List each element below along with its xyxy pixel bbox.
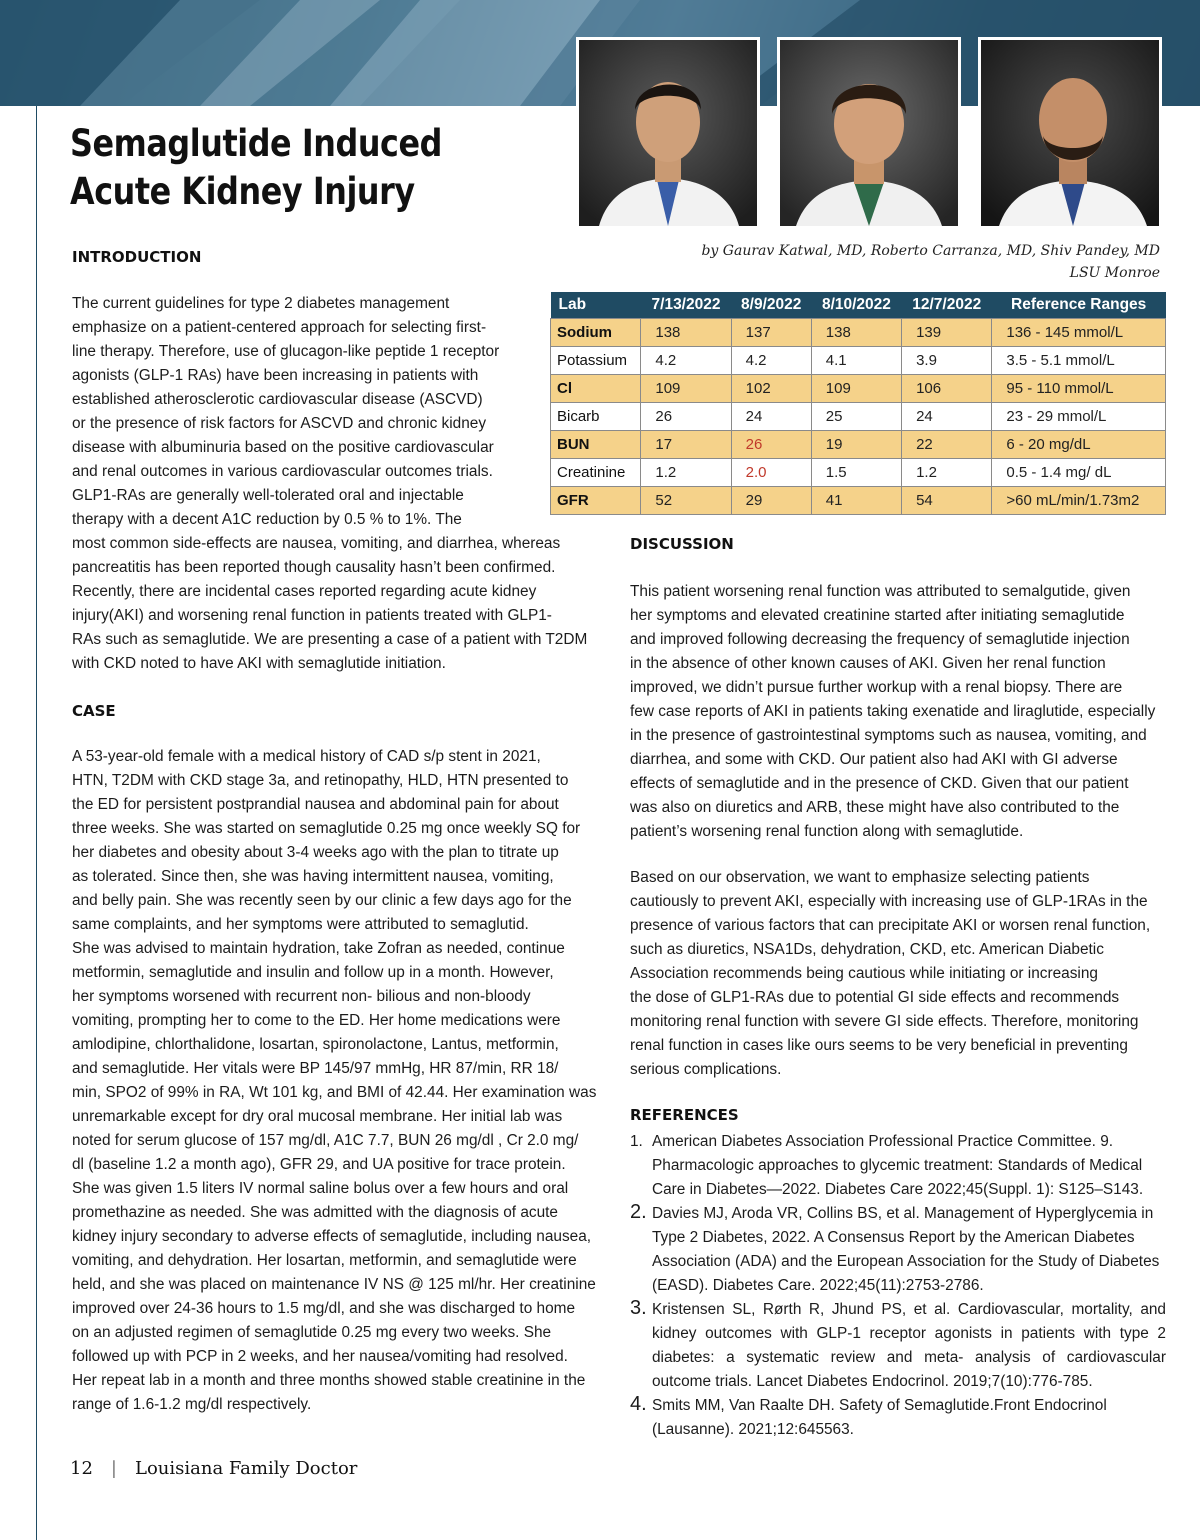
lab-value-cell: 19 (811, 431, 901, 459)
lab-value-cell: 17 (641, 431, 731, 459)
lab-name-cell: Potassium (551, 347, 641, 375)
text-line: This patient worsening renal function was attributed to semalgutide, given (630, 583, 1131, 600)
lab-column-header: Reference Ranges (992, 292, 1166, 319)
lab-value-cell: 139 (902, 319, 992, 347)
text-line: therapy with a decent A1C reduction by 0.5 % to 1%. The (72, 511, 462, 528)
lab-row (551, 487, 1166, 515)
lab-value-cell: 1.5 (811, 459, 901, 487)
text-line: metformin, semaglutide and insulin and follow up in a month. However, (72, 964, 554, 981)
author-photo-1 (576, 37, 760, 229)
reference-item (630, 1130, 1166, 1202)
reference-number: 1. (630, 1133, 643, 1150)
lab-name-cell: Cl (551, 375, 641, 403)
reference-number: 3. (630, 1297, 647, 1319)
text-line: her symptoms and elevated creatinine started after initiating semaglutide (630, 607, 1125, 624)
author-photo-2 (777, 37, 961, 229)
lab-value-cell: 136 - 145 mmol/L (992, 319, 1166, 347)
text-line: vomiting, and dehydration. Her losartan, metformin, and semaglutide were (72, 1252, 577, 1269)
article-title (70, 120, 442, 216)
byline (701, 240, 1160, 284)
text-line: unremarkable except for dry oral mucosal membrane. Her initial lab was (72, 1108, 563, 1125)
lab-row (551, 375, 1166, 403)
text-line: presence of various factors that can precipitate AKI or worsen renal function, (630, 917, 1151, 934)
text-line: min, SPO2 of 99% in RA, Wt 101 kg, and BMI of 42.44. Her examination was (72, 1084, 597, 1101)
lab-row (551, 431, 1166, 459)
text-line: She was advised to maintain hydration, take Zofran as needed, continue (72, 940, 565, 957)
text-line: agonists (GLP-1 RAs) have been increasing in patients with (72, 367, 479, 384)
reference-item (630, 1298, 1166, 1394)
text-line: her diabetes and obesity about 3-4 weeks ago with the plan to titrate up (72, 844, 559, 861)
text-line: kidney injury secondary to adverse effects of semaglutide, including nausea, (72, 1228, 592, 1245)
lab-value-cell: 138 (641, 319, 731, 347)
lab-table-header (551, 292, 1166, 319)
reference-text: American Diabetes Association Professional Practice Committee. 9. Pharmacologic approaches to glycemic treatment: Standards of Medical Care in Diabetes—2022. Diabetes Care 2022;45(Suppl. 1): S125–S143. (652, 1133, 1144, 1198)
references-heading: REFERENCES (630, 1106, 739, 1124)
text-line: such as diuretics, NSA1Ds, dehydration, CKD, etc. American Diabetic (630, 941, 1104, 958)
text-line: improved, we didn’t pursue further workup with a renal biopsy. There are (630, 679, 1123, 696)
lab-value-cell: 24 (902, 403, 992, 431)
lab-column-header: 12/7/2022 (902, 292, 992, 319)
lab-value-cell: 24 (731, 403, 811, 431)
text-line: HTN, T2DM with CKD stage 3a, and retinopathy, HLD, HTN presented to (72, 772, 569, 789)
case-heading: CASE (72, 702, 116, 720)
lab-value-cell: 4.2 (731, 347, 811, 375)
lab-value-cell: 29 (731, 487, 811, 515)
text-line: serious complications. (630, 1061, 782, 1078)
text-line: promethazine as needed. She was admitted with the diagnosis of acute (72, 1204, 558, 1221)
text-line: RAs such as semaglutide. We are presenting a case of a patient with T2DM (72, 631, 588, 648)
lab-value-cell: 26 (641, 403, 731, 431)
text-line: in the presence of gastrointestinal symptoms such as nausea, vomiting, and (630, 727, 1147, 744)
discussion-paragraph-1 (630, 580, 1170, 844)
text-line: A 53-year-old female with a medical history of CAD s/p stent in 2021, (72, 748, 541, 765)
introduction-body (72, 292, 542, 532)
text-line: the ED for persistent postprandial nausea and abdominal pain for about (72, 796, 559, 813)
text-line: few case reports of AKI in patients taking exenatide and liraglutide, especially (630, 703, 1156, 720)
reference-text: Smits MM, Van Raalte DH. Safety of Semaglutide.Front Endocrinol (Lausanne). 2021;12:645563. (652, 1397, 1107, 1438)
lab-value-cell: >60 mL/min/1.73m2 (992, 487, 1166, 515)
text-line: followed up with PCP in 2 weeks, and her nausea/vomiting had resolved. (72, 1348, 568, 1365)
text-line: was also on diuretics and ARB, these might have also contributed to the (630, 799, 1120, 816)
text-line: cautiously to prevent AKI, especially with increasing use of GLP-1RAs in the (630, 893, 1148, 910)
lab-value-cell: 106 (902, 375, 992, 403)
text-line: three weeks. She was started on semaglutide 0.25 mg once weekly SQ for (72, 820, 581, 837)
reference-item (630, 1202, 1166, 1298)
text-line: diarrhea, and some with CKD. Our patient also had AKI with GI adverse (630, 751, 1118, 768)
text-line: Based on our observation, we want to emphasize selecting patients (630, 869, 1090, 886)
affiliation: LSU Monroe (1069, 265, 1160, 281)
lab-value-cell: 137 (731, 319, 811, 347)
text-line: improved over 24-36 hours to 1.5 mg/dl, and she was discharged to home (72, 1300, 576, 1317)
introduction-body-continued (72, 532, 612, 676)
lab-value-cell: 102 (731, 375, 811, 403)
text-line: She was given 1.5 liters IV normal saline bolus over a few hours and oral (72, 1180, 569, 1197)
lab-name-cell: Sodium (551, 319, 641, 347)
publication-name: Louisiana Family Doctor (134, 1458, 358, 1479)
text-line: Her repeat lab in a month and three months showed stable creatinine in the (72, 1372, 586, 1389)
text-line: and renal outcomes in various cardiovascular outcomes trials. (72, 463, 493, 480)
text-line: injury(AKI) and worsening renal function in patients treated with GLP1- (72, 607, 552, 624)
lab-row (551, 347, 1166, 375)
text-line: disease with albuminuria based on the positive cardiovascular (72, 439, 494, 456)
text-line: pancreatitis has been reported though causality hasn’t been confirmed. (72, 559, 556, 576)
introduction-heading: INTRODUCTION (72, 248, 202, 266)
lab-row (551, 403, 1166, 431)
text-line: the dose of GLP1-RAs due to potential GI side effects and recommends (630, 989, 1120, 1006)
text-line: range of 1.6-1.2 mg/dl respectively. (72, 1396, 312, 1413)
lab-row (551, 319, 1166, 347)
text-line: emphasize on a patient-centered approach for selecting first- (72, 319, 487, 336)
text-line: Recently, there are incidental cases reported regarding acute kidney (72, 583, 537, 600)
title-line-2: Acute Kidney Injury (70, 170, 415, 213)
text-line: GLP1-RAs are generally well-tolerated oral and injectable (72, 487, 464, 504)
lab-value-cell: 41 (811, 487, 901, 515)
lab-row (551, 459, 1166, 487)
lab-value-cell: 109 (641, 375, 731, 403)
page-number: 12 (70, 1458, 93, 1479)
text-line: dl (baseline 1.2 a month ago), GFR 29, and UA positive for trace protein. (72, 1156, 566, 1173)
left-rule (36, 106, 37, 1540)
text-line: on an adjusted regimen of semaglutide 0.25 mg every two weeks. She (72, 1324, 552, 1341)
text-line: renal function in cases like ours seems to be very beneficial in preventing (630, 1037, 1128, 1054)
lab-column-header: 8/10/2022 (811, 292, 901, 319)
lab-value-cell: 3.5 - 5.1 mmol/L (992, 347, 1166, 375)
lab-value-cell: 109 (811, 375, 901, 403)
lab-name-cell: Bicarb (551, 403, 641, 431)
text-line: established atherosclerotic cardiovascular disease (ASCVD) (72, 391, 483, 408)
lab-value-cell: 25 (811, 403, 901, 431)
lab-value-cell: 138 (811, 319, 901, 347)
lab-value-cell: 54 (902, 487, 992, 515)
reference-number: 4. (630, 1393, 647, 1415)
lab-value-cell: 23 - 29 mmol/L (992, 403, 1166, 431)
footer-divider: | (110, 1458, 117, 1479)
text-line: The current guidelines for type 2 diabetes management (72, 295, 450, 312)
text-line: and semaglutide. Her vitals were BP 145/97 mmHg, HR 87/min, RR 18/ (72, 1060, 559, 1077)
page-footer (70, 1458, 357, 1479)
reference-item (630, 1394, 1166, 1442)
reference-text: Davies MJ, Aroda VR, Collins BS, et al. Management of Hyperglycemia in Type 2 Diabetes, 2022. A Consensus Report by the American Diabetes Association (ADA) and the European Association for the Study of Diabetes (EASD). Diabetes Care. 2022;45(11):2753-2786. (652, 1205, 1160, 1294)
text-line: Association recommends being cautious while initiating or increasing (630, 965, 1098, 982)
references-list (630, 1130, 1166, 1442)
lab-value-cell: 2.0 (731, 459, 811, 487)
text-line: or the presence of risk factors for ASCVD and chronic kidney (72, 415, 487, 432)
text-line: monitoring renal function with severe GI side effects. Therefore, monitoring (630, 1013, 1139, 1030)
lab-column-header: 7/13/2022 (641, 292, 731, 319)
lab-value-cell: 95 - 110 mmol/L (992, 375, 1166, 403)
text-line: amlodipine, chlorthalidone, losartan, spironolactone, Lantus, metformin, (72, 1036, 559, 1053)
text-line: line therapy. Therefore, use of glucagon-like peptide 1 receptor (72, 343, 500, 360)
discussion-heading: DISCUSSION (630, 535, 734, 553)
text-line: and belly pain. She was recently seen by our clinic a few days ago for the (72, 892, 572, 909)
lab-value-cell: 6 - 20 mg/dL (992, 431, 1166, 459)
discussion-paragraph-2 (630, 866, 1170, 1082)
text-line: held, and she was placed on maintenance IV NS @ 125 ml/hr. Her creatinine (72, 1276, 596, 1293)
text-line: same complaints, and her symptoms were attributed to semaglutid. (72, 916, 529, 933)
text-line: with CKD noted to have AKI with semaglutide initiation. (72, 655, 446, 672)
text-line: noted for serum glucose of 157 mg/dl, A1C 7.7, BUN 26 mg/dl , Cr 2.0 mg/ (72, 1132, 579, 1149)
text-line: effects of semaglutide and in the presence of CKD. Given that our patient (630, 775, 1129, 792)
lab-value-cell: 1.2 (641, 459, 731, 487)
author-photo-3 (978, 37, 1162, 229)
text-line: vomiting, prompting her to come to the ED. Her home medications were (72, 1012, 561, 1029)
lab-value-cell: 1.2 (902, 459, 992, 487)
text-line: and improved following decreasing the frequency of semaglutide injection (630, 631, 1130, 648)
lab-name-cell: BUN (551, 431, 641, 459)
text-line: in the absence of other known causes of AKI. Given her renal function (630, 655, 1106, 672)
lab-table (550, 292, 1166, 515)
lab-name-cell: Creatinine (551, 459, 641, 487)
text-line: as tolerated. Since then, she was having intermittent nausea, vomiting, (72, 868, 554, 885)
lab-value-cell: 3.9 (902, 347, 992, 375)
author-list: by Gaurav Katwal, MD, Roberto Carranza, MD, Shiv Pandey, MD (701, 243, 1160, 259)
lab-column-header: Lab (551, 292, 641, 319)
lab-value-cell: 0.5 - 1.4 mg/ dL (992, 459, 1166, 487)
case-body (72, 745, 612, 1417)
lab-value-cell: 4.1 (811, 347, 901, 375)
lab-value-cell: 52 (641, 487, 731, 515)
reference-text: Kristensen SL, Rørth R, Jhund PS, et al. Cardiovascular, mortality, and kidney outcomes with GLP-1 receptor agonists in patients with type 2 diabetes: a systematic review and meta- analysis of cardiovascular outcome trials. Lancet Diabetes Endocrinol. 2019;7(10):776-785. (652, 1301, 1166, 1390)
lab-value-cell: 4.2 (641, 347, 731, 375)
lab-column-header: 8/9/2022 (731, 292, 811, 319)
title-line-1: Semaglutide Induced (70, 122, 443, 165)
text-line: most common side-effects are nausea, vomiting, and diarrhea, whereas (72, 535, 561, 552)
text-line: patient’s worsening renal function along with semaglutide. (630, 823, 1024, 840)
text-line: her symptoms worsened with recurrent non- bilious and non-bloody (72, 988, 531, 1005)
reference-number: 2. (630, 1201, 647, 1223)
lab-name-cell: GFR (551, 487, 641, 515)
lab-value-cell: 22 (902, 431, 992, 459)
lab-value-cell: 26 (731, 431, 811, 459)
